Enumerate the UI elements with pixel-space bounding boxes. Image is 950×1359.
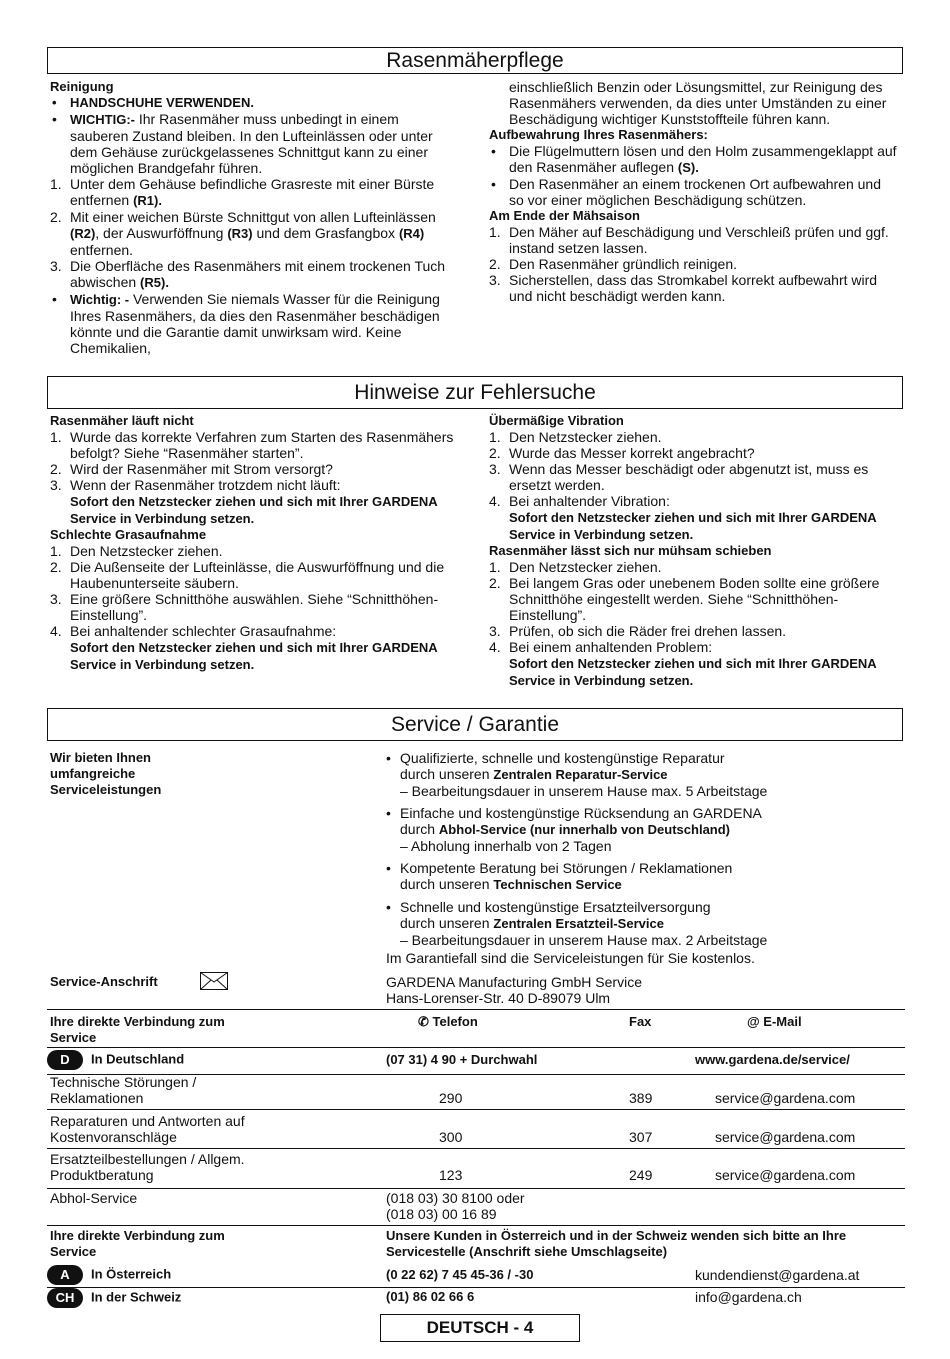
trouble-1-heading: Rasenmäher läuft nicht — [50, 413, 194, 428]
switzerland-email[interactable]: info@gardena.ch — [695, 1289, 802, 1305]
important-note-2: • Wichtig: - Verwenden Sie niemals Wasser für die Reinigung Ihres Rasenmähers, da dies den Rasenmäher beschädigen könnte und die Garantie damit unwirksam wird. Keine Chemikalien, — [50, 291, 460, 356]
page-footer: DEUTSCH - 4 — [380, 1314, 580, 1342]
trouble-3-action: Sofort den Netzstecker ziehen und sich mit Ihrer GARDENA Service in Verbindung setzen. — [509, 510, 877, 542]
cleaning-step-3: 3. Die Oberfläche des Rasenmähers mit einem trockenen Tuch abwischen (R5). — [50, 258, 446, 290]
switzerland-label: In der Schweiz — [91, 1289, 182, 1305]
table-row-email[interactable]: service@gardena.com — [715, 1090, 856, 1106]
trouble-4-step-3: 3. Prüfen, ob sich die Räder frei drehen lassen. — [489, 623, 787, 639]
storage-heading: Aufbewahrung Ihres Rasenmähers: — [489, 127, 708, 142]
trouble-2-action: Sofort den Netzstecker ziehen und sich mit Ihrer GARDENA Service in Verbindung setzen. — [70, 640, 438, 672]
cleaning-step-2: 2. Mit einer weichen Bürste Schnittgut von allen Lufteinlässen (R2), der Auswurföffnung (R3) und dem Grasfangbox (R4) entfernen. — [50, 209, 436, 258]
table-row-label: Technische Störungen / Reklamationen — [50, 1074, 197, 1106]
section-title-service: Service / Garantie — [47, 708, 903, 741]
offer-technical: • Kompetente Beratung bei Störungen / Reklamationen durch unseren Technischen Service — [386, 860, 906, 893]
austria-email[interactable]: kundendienst@gardena.at — [695, 1267, 860, 1283]
care-left-column — [50, 79, 460, 356]
offer-pickup: • Einfache und kostengünstige Rücksendung an GARDENA durch Abhol-Service (nur innerhalb von Deutschland) – Abholung innerhalb von 2 Tagen — [386, 805, 906, 854]
section-title-care: Rasenmäherpflege — [47, 47, 903, 74]
fax-column-header: Fax — [629, 1014, 652, 1029]
trouble-2-step-1: 1. Den Netzstecker ziehen. — [50, 543, 223, 559]
table-row-fax: 249 — [629, 1167, 653, 1183]
trouble-1-step-1: 1. Wurde das korrekte Verfahren zum Starten des Rasenmähers befolgt? Siehe “Rasenmäher starten”. — [50, 429, 454, 461]
divider — [47, 1225, 905, 1226]
country-badge-at: A — [47, 1265, 83, 1285]
service-address: GARDENA Manufacturing GmbH Service Hans-Lorenser-Str. 40 D-89079 Ulm — [386, 974, 642, 1006]
trouble-3-heading: Übermäßige Vibration — [489, 413, 624, 428]
germany-row — [47, 1050, 184, 1070]
country-badge-de: D — [47, 1050, 83, 1070]
season-step-2: 2. Den Rasenmäher gründlich reinigen. — [489, 256, 738, 272]
switzerland-phone: (01) 86 02 66 6 — [386, 1289, 475, 1304]
table-row-label: Reparaturen und Antworten auf Kostenvoranschläge — [50, 1113, 245, 1145]
trouble-2-step-2: 2. Die Außenseite der Lufteinlässe, die Auswurföffnung und die Haubenunterseite säubern. — [50, 559, 445, 591]
trouble-3-step-1: 1. Den Netzstecker ziehen. — [489, 429, 662, 445]
foreign-note: Unsere Kunden in Österreich und in der Schweiz wenden sich bitte an Ihre Servicestelle (Anschrift siehe Umschlagseite) — [386, 1228, 847, 1259]
trouble-2-step-3: 3. Eine größere Schnitthöhe auswählen. Siehe “Schnitthöhen-Einstellung”. — [50, 591, 439, 623]
country-badge-ch: CH — [47, 1288, 83, 1308]
divider — [47, 1148, 905, 1149]
germany-label: In Deutschland — [91, 1051, 185, 1067]
table-row-fax: 307 — [629, 1129, 653, 1145]
trouble-4-heading: Rasenmäher lässt sich nur mühsam schieben — [489, 543, 772, 558]
section-title-troubleshooting: Hinweise zur Fehlersuche — [47, 376, 903, 409]
table-row-phone: 300 — [439, 1129, 463, 1145]
divider — [47, 1047, 905, 1048]
trouble-4-step-2: 2. Bei langem Gras oder unebenem Boden sollte eine größere Schnitthöhe eingestellt werden. Siehe “Schnitthöhen-Einstellung”. — [489, 575, 880, 623]
austria-row — [47, 1265, 171, 1285]
contact-heading-2: Ihre direkte Verbindung zum Service — [50, 1228, 225, 1259]
austria-phone: (0 22 62) 7 45 45-36 / -30 — [386, 1267, 534, 1282]
season-step-1: 1. Den Mäher auf Beschädigung und Verschleiß prüfen und ggf. instand setzen lassen. — [489, 224, 889, 256]
trouble-3-step-3: 3. Wenn das Messer beschädigt oder abgenutzt ist, muss es ersetzt werden. — [489, 461, 869, 493]
season-heading: Am Ende der Mähsaison — [489, 208, 640, 223]
table-row-email[interactable]: service@gardena.com — [715, 1167, 856, 1183]
pickup-label: Abhol-Service — [50, 1190, 138, 1206]
cleaning-step-1: 1. Unter dem Gehäuse befindliche Grasreste mit einer Bürste entfernen (R1). — [50, 176, 435, 208]
pickup-phones: (018 03) 30 8100 oder (018 03) 00 16 89 — [386, 1190, 525, 1222]
offer-heading: Wir bieten Ihnen umfangreiche Serviceleistungen — [50, 750, 162, 797]
trouble-2-step-4: 4. Bei anhaltender schlechter Grasaufnahme: Sofort den Netzstecker ziehen und sich mit Ihrer GARDENA Service in Verbindung setzen. — [50, 623, 438, 672]
season-step-3: 3. Sicherstellen, dass das Stromkabel korrekt aufbewahrt wird und nicht beschädigt werden kann. — [489, 272, 878, 304]
care-right-column — [489, 79, 899, 304]
cleaning-heading: Reinigung — [50, 79, 114, 94]
offer-repair: • Qualifizierte, schnelle und kostengünstige Reparatur durch unseren Zentralen Reparatur-Service – Bearbeitungsdauer in unserem Hause max. 5 Arbeitstage — [386, 750, 906, 799]
trouble-right-column — [489, 413, 899, 689]
trouble-1-action: Sofort den Netzstecker ziehen und sich mit Ihrer GARDENA Service in Verbindung setzen. — [70, 494, 438, 526]
trouble-1-step-3: 3. Wenn der Rasenmäher trotzdem nicht läuft: Sofort den Netzstecker ziehen und sich mit Ihrer GARDENA Service in Verbindung setzen. — [50, 477, 438, 526]
divider — [47, 1009, 905, 1010]
trouble-1-step-2: 2. Wird der Rasenmäher mit Strom versorgt? — [50, 461, 333, 477]
email-column-header: @ E-Mail — [747, 1014, 802, 1029]
important-note-1: • WICHTIG:- Ihr Rasenmäher muss unbedingt in einem sauberen Zustand bleiben. In den Lufteinlässen oder unter dem Gehäuse zurückgelassenes Schnittgut kann zu einer möglichen Brandgefahr führen. — [50, 111, 460, 176]
table-row-label: Ersatzteilbestellungen / Allgem. Produktberatung — [50, 1151, 245, 1183]
table-row-phone: 290 — [439, 1090, 463, 1106]
service-website-link[interactable]: www.gardena.de/service/ — [695, 1052, 850, 1067]
offer-list — [386, 750, 906, 954]
offer-spare-parts: • Schnelle und kostengünstige Ersatzteilversorgung durch unseren Zentralen Ersatzteil-Service – Bearbeitungsdauer in unserem Hause max. 2 Arbeitstage — [386, 899, 906, 948]
table-row-phone: 123 — [439, 1167, 463, 1183]
trouble-3-step-4: 4. Bei anhaltender Vibration: Sofort den Netzstecker ziehen und sich mit Ihrer GARDENA Service in Verbindung setzen. — [489, 493, 877, 542]
address-label: Service-Anschrift — [50, 974, 350, 990]
storage-step-1: • Die Flügelmuttern lösen und den Holm zusammengeklappt auf den Rasenmäher auflegen (S). — [489, 143, 899, 176]
important-note-2-continued: einschließlich Benzin oder Lösungsmittel, zur Reinigung des Rasenmähers verwenden, da dies unter Umständen zu einer Beschädigung wichtiger Kunststoffteile führen kann. — [509, 79, 887, 127]
divider — [47, 1188, 905, 1189]
guarantee-note: Im Garantiefall sind die Serviceleistungen für Sie kostenlos. — [386, 950, 755, 966]
trouble-3-step-2: 2. Wurde das Messer korrekt angebracht? — [489, 445, 755, 461]
switzerland-row — [47, 1288, 181, 1308]
trouble-left-column — [50, 413, 460, 673]
table-row-email[interactable]: service@gardena.com — [715, 1129, 856, 1145]
germany-phone: (07 31) 4 90 + Durchwahl — [386, 1052, 538, 1067]
storage-step-2: • Den Rasenmäher an einem trockenen Ort aufbewahren und so vor einer möglichen Beschädigung schützen. — [489, 176, 899, 208]
phone-column-header: ✆ Telefon — [418, 1014, 478, 1029]
envelope-icon — [200, 972, 228, 994]
table-row-fax: 389 — [629, 1090, 653, 1106]
trouble-4-action: Sofort den Netzstecker ziehen und sich mit Ihrer GARDENA Service in Verbindung setzen. — [509, 656, 877, 688]
trouble-4-step-4: 4. Bei einem anhaltenden Problem: Sofort den Netzstecker ziehen und sich mit Ihrer GARDENA Service in Verbindung setzen. — [489, 639, 877, 688]
gloves-warning: • HANDSCHUHE VERWENDEN. — [50, 95, 460, 111]
contact-heading: Ihre direkte Verbindung zum Service — [50, 1014, 225, 1045]
trouble-4-step-1: 1. Den Netzstecker ziehen. — [489, 559, 662, 575]
austria-label: In Österreich — [91, 1266, 172, 1282]
divider — [47, 1109, 905, 1110]
trouble-2-heading: Schlechte Grasaufnahme — [50, 527, 207, 542]
